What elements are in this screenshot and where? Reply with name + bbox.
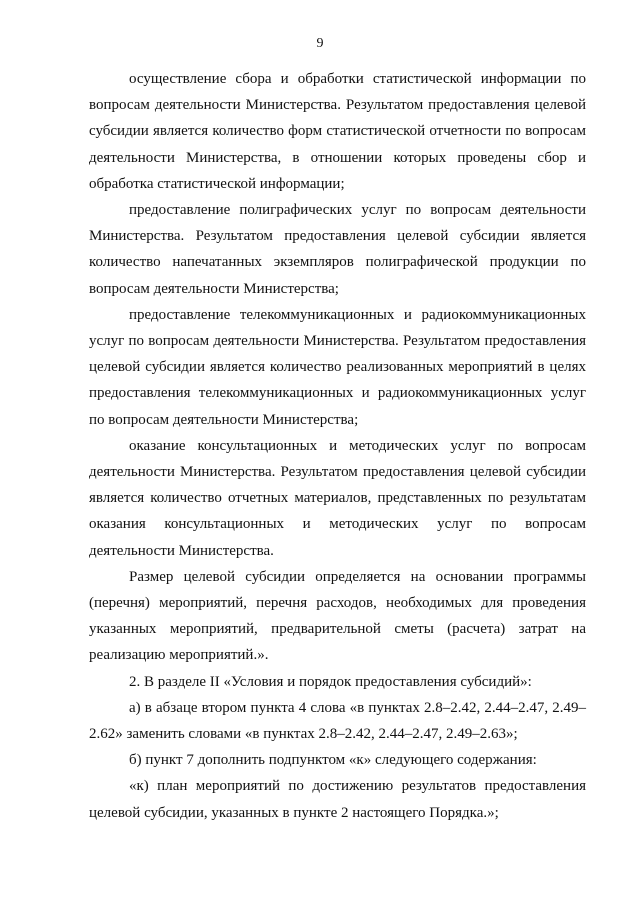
page-number: 9 (316, 36, 324, 51)
paragraph-telecom-services: предоставление телекоммуникационных и радиокоммуникационных услуг по вопросам деятельности Министерства. Результатом предоставления целевой субсидии является количество реализованных мероприятий в целях предоставления телекоммуникационных и радиокоммуникационных услуг по вопросам деятельности Министерства; (89, 306, 586, 428)
paragraph-printing-services: предоставление полиграфических услуг по вопросам деятельности Министерства. Результатом предоставления целевой субсидии является количество напечатанных экземпляров полиграфической продукции по вопросам деятельности Министерства; (89, 202, 586, 297)
paragraph-subsidy-amount: Размер целевой субсидии определяется на основании программы (перечня) мероприятий, перечня расходов, необходимых для проведения указанных мероприятий, предварительной сметы (расчета) затрат на реализацию мероприятий.». (89, 568, 586, 664)
paragraph-item-a: а) в абзаце втором пункта 4 слова «в пунктах 2.8–2.42, 2.44–2.47, 2.49–2.62» заменить словами «в пунктах 2.8–2.42, 2.44–2.47, 2.49–2.63»; (89, 699, 586, 743)
paragraph-subitem-k: «к) план мероприятий по достижению результатов предоставления целевой субсидии, указанных в пункте 2 настоящего Порядка.»; (89, 778, 586, 821)
document-body (89, 66, 586, 826)
paragraph-item-b: б) пункт 7 дополнить подпунктом «к» следующего содержания: (129, 752, 537, 769)
paragraph-section-two-heading: 2. В разделе II «Условия и порядок предоставления субсидий»: (129, 673, 532, 690)
paragraph-statistics: осуществление сбора и обработки статистической информации по вопросам деятельности Министерства. Результатом предоставления целевой субсидии является количество форм статистической отчетности по вопросам деятельности Министерства, в отношении которых проведены сбор и обработка статистической информации; (89, 71, 586, 192)
paragraph-consulting-services: оказание консультационных и методических услуг по вопросам деятельности Министерства. Результатом предоставления целевой субсидии является количество отчетных материалов, представленных по результатам оказания консультационных и методических услуг по вопросам деятельности Министерства. (89, 437, 586, 559)
